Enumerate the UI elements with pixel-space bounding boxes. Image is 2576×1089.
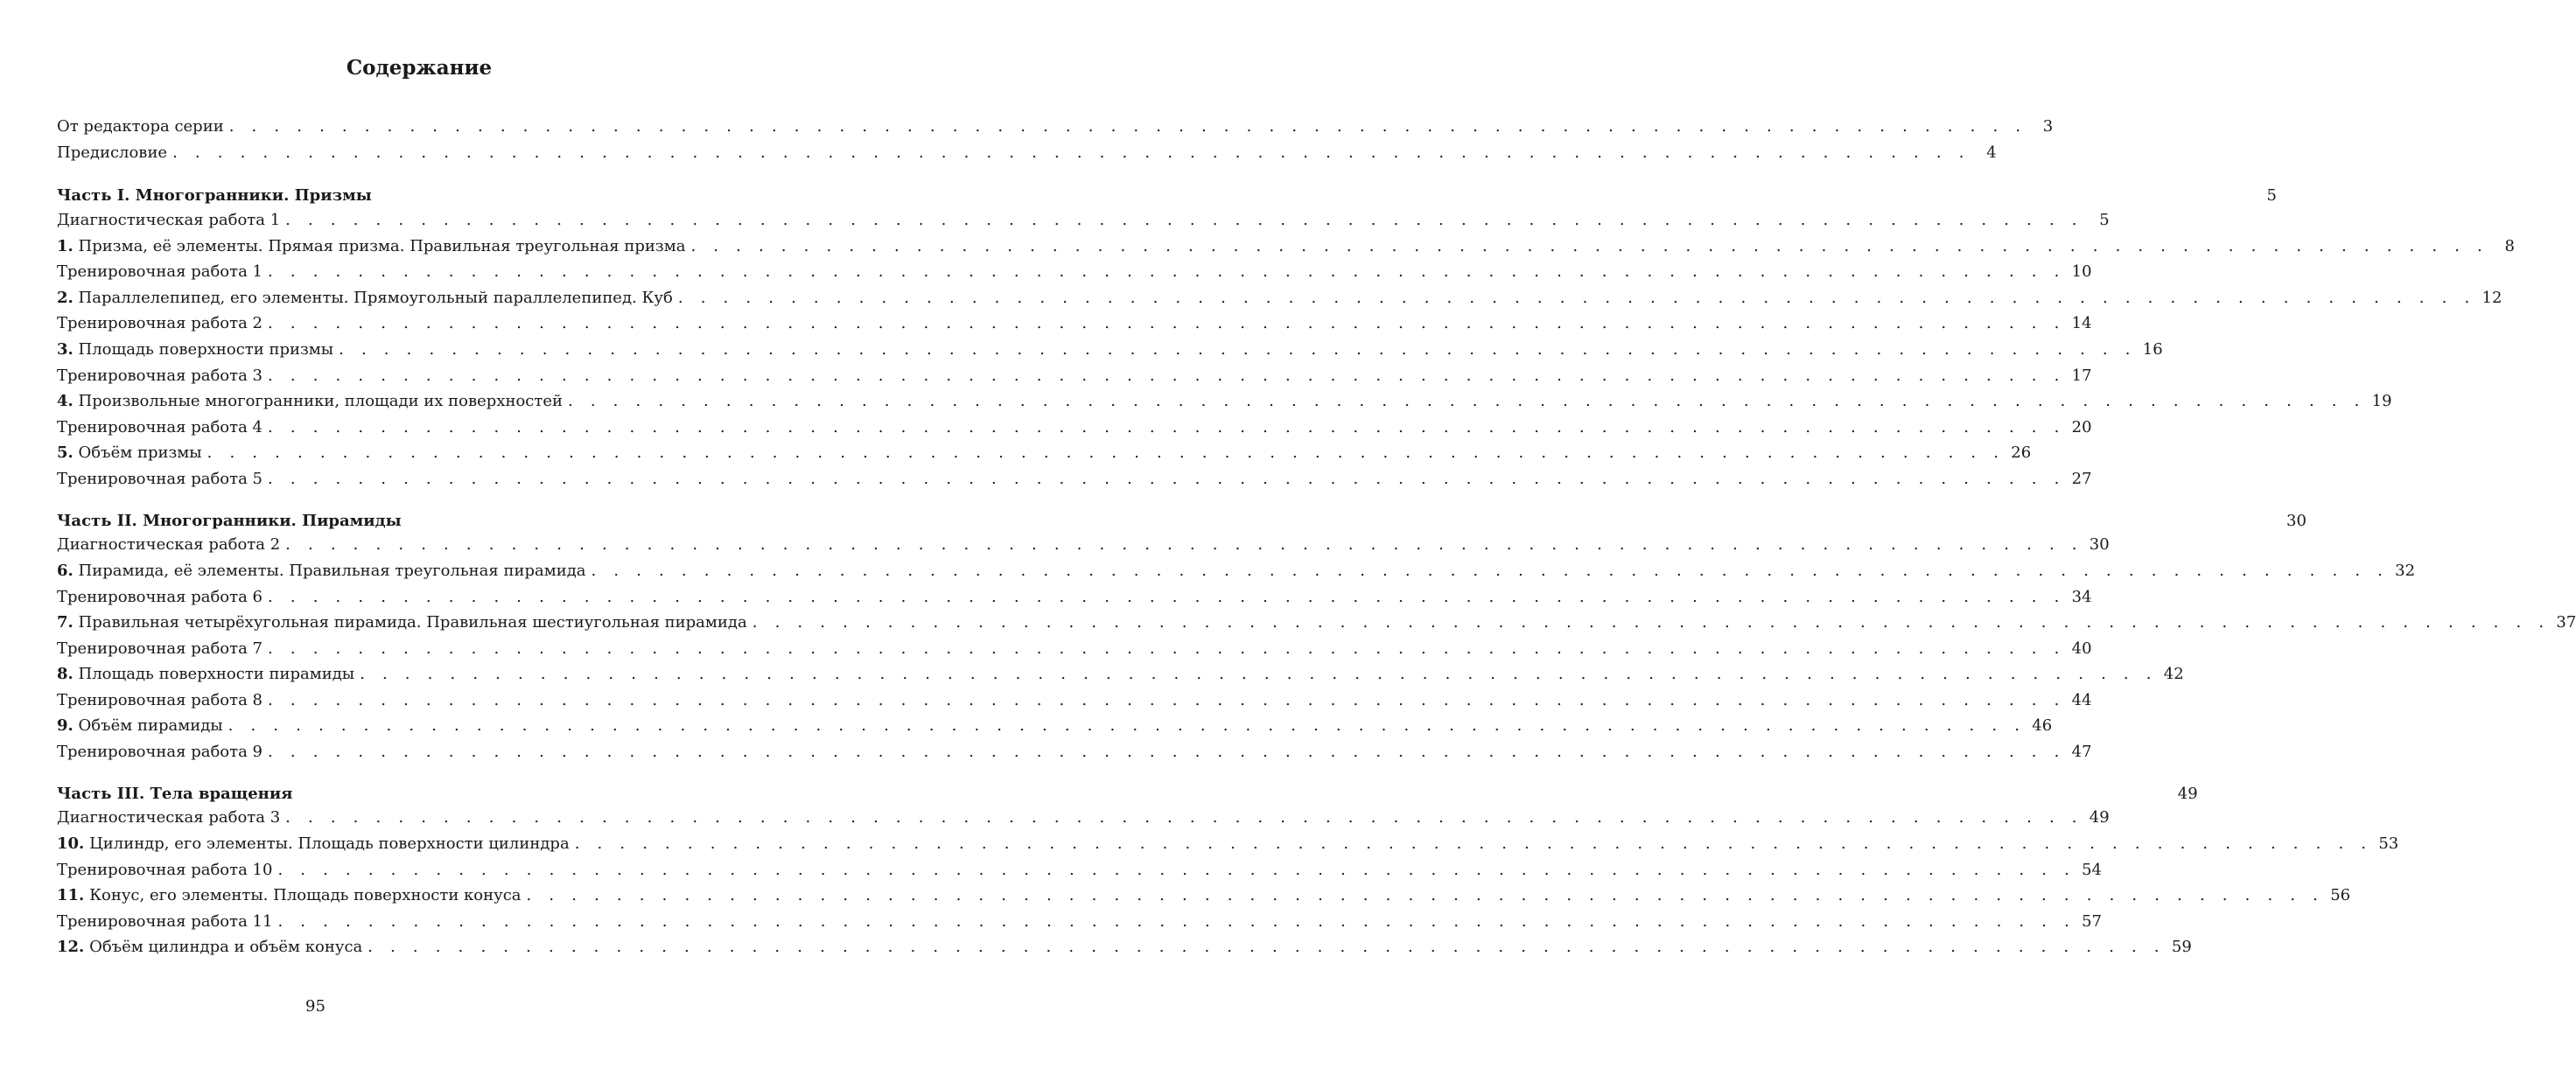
toc-entry-number: 11. bbox=[57, 886, 85, 905]
dot-leader: . . . . . . . . . . . . . . . . . . . . . . . . . . . . . . . . . . . . . . . . . . . . . . . . . . . . . . . . . . . . . . . . . . . . . . . . . . . . . . . . bbox=[268, 366, 2066, 385]
toc-page-number: 47 bbox=[2071, 743, 2092, 762]
toc-entry-text: Часть III. Тела вращения bbox=[57, 784, 293, 803]
toc-entry-label bbox=[57, 388, 563, 415]
toc-entry-label bbox=[57, 207, 280, 234]
toc-entry-text: Тренировочная работа 10 bbox=[57, 860, 273, 879]
toc-work-entry[interactable] bbox=[57, 688, 2092, 714]
dot-leader: . . . . . . . . . . . . . . . . . . . . . . . . . . . . . . . . . . . . . . . . . . . . . . . . . . . . . . . . . . . . . . . . . . . . . . . . . . . . . . . . bbox=[526, 886, 2325, 905]
dot-leader: . . . . . . . . . . . . . . . . . . . . . . . . . . . . . . . . . . . . . . . . . . . . . . . . . . . . . . . . . . . . . . . . . . . . . . . . . . . . . . . . bbox=[268, 417, 2066, 436]
toc-work-entry[interactable] bbox=[57, 805, 2110, 831]
toc-work-entry[interactable] bbox=[57, 415, 2092, 441]
toc-entry-text: Диагностическая работа 3 bbox=[57, 808, 281, 827]
toc-entry-text: Цилиндр, его элементы. Площадь поверхности цилиндра bbox=[89, 834, 570, 854]
toc-entry-label bbox=[57, 713, 223, 739]
toc-part-heading[interactable] bbox=[57, 783, 2198, 806]
dot-leader: . . . . . . . . . . . . . . . . . . . . . . . . . . . . . . . . . . . . . . . . . . . . . . . . . . . . . . . . . . . . . . . . . . . . . . . . . . . . . . . . bbox=[228, 117, 2027, 136]
toc-page-number: 37 bbox=[2556, 613, 2576, 632]
dot-leader: . . . . . . . . . . . . . . . . . . . . . . . . . . . . . . . . . . . . . . . . . . . . . . . . . . . . . . . . . . . . . . . . . . . . . . . . . . . . . . . . bbox=[268, 690, 2066, 709]
dot-leader: . . . . . . . . . . . . . . . . . . . . . . . . . . . . . . . . . . . . . . . . . . . . . . . . . . . . . . . . . . . . . . . . . . . . . . . . . . . . . . . . bbox=[752, 613, 2551, 632]
toc-entry-text: Пирамида, её элементы. Правильная треугольная пирамида bbox=[78, 561, 586, 580]
toc-entry-text: Произвольные многогранники, площади их поверхностей bbox=[78, 392, 563, 411]
toc-page-number: 44 bbox=[2071, 690, 2092, 709]
toc-entry-label bbox=[57, 783, 292, 806]
dot-leader: . . . . . . . . . . . . . . . . . . . . . . . . . . . . . . . . . . . . . . . . . . . . . . . . . . . . . . . . . . . . . . . . . . . . . . . . . . . . . . . . bbox=[339, 339, 2137, 359]
dot-leader: . . . . . . . . . . . . . . . . . . . . . . . . . . . . . . . . . . . . . . . . . . . . . . . . . . . . . . . . . . . . . . . . . . . . . . . . . . . . . . . . bbox=[172, 143, 1970, 162]
toc-entry-text: Диагностическая работа 2 bbox=[57, 535, 281, 555]
toc-page-number: 10 bbox=[2071, 262, 2092, 282]
toc-entry-label bbox=[57, 532, 280, 558]
toc-chapter-entry[interactable] bbox=[57, 337, 2163, 363]
toc-entry-text: Тренировочная работа 5 bbox=[57, 469, 263, 488]
toc-page-number: 32 bbox=[2395, 561, 2416, 580]
toc-entry-label bbox=[57, 415, 262, 441]
toc-entry-label bbox=[57, 661, 354, 688]
toc-entry-text: Предисловие bbox=[57, 143, 168, 162]
toc-chapter-entry[interactable] bbox=[57, 713, 2053, 739]
dot-leader: . . . . . . . . . . . . . . . . . . . . . . . . . . . . . . . . . . . . . . . . . . . . . . . . . . . . . . . . . . . . . . . . . . . . . . . . . . . . . . . . bbox=[277, 860, 2076, 879]
toc-work-entry[interactable] bbox=[57, 636, 2092, 662]
dot-leader: . . . . . . . . . . . . . . . . . . . . . . . . . . . . . . . . . . . . . . . . . . . . . . . . . . . . . . . . . . . . . . . . . . . . . . . . . . . . . . . . bbox=[568, 392, 2366, 411]
toc-page-number: 30 bbox=[2286, 511, 2306, 530]
toc-entry-text: Тренировочная работа 1 bbox=[57, 262, 263, 282]
table-of-contents bbox=[57, 114, 2576, 960]
toc-chapter-entry[interactable] bbox=[57, 883, 2351, 909]
toc-entry-text: Правильная четырёхугольная пирамида. Правильная шестиугольная пирамида bbox=[78, 613, 747, 632]
toc-entry-number: 12. bbox=[57, 938, 85, 957]
dot-leader: . . . . . . . . . . . . . . . . . . . . . . . . . . . . . . . . . . . . . . . . . . . . . . . . . . . . . . . . . . . . . . . . . . . . . . . . . . . . . . . . bbox=[677, 288, 2476, 307]
dot-leader: . . . . . . . . . . . . . . . . . . . . . . . . . . . . . . . . . . . . . . . . . . . . . . . . . . . . . . . . . . . . . . . . . . . . . . . . . . . . . . . . bbox=[268, 314, 2066, 333]
toc-entry-label bbox=[57, 688, 262, 714]
toc-entry-label bbox=[57, 114, 224, 140]
toc-entry-label bbox=[57, 185, 372, 207]
toc-entry-number: 4. bbox=[57, 392, 74, 411]
toc-entry-label bbox=[57, 584, 262, 611]
section-gap bbox=[57, 765, 780, 783]
toc-page-number: 27 bbox=[2071, 469, 2092, 488]
toc-entry-text: Часть I. Многогранники. Призмы bbox=[57, 186, 372, 206]
toc-entry-label bbox=[57, 466, 262, 492]
toc-entry-number: 6. bbox=[57, 561, 74, 580]
toc-page-number: 4 bbox=[1986, 143, 1997, 162]
toc-page-number: 53 bbox=[2378, 834, 2399, 854]
toc-chapter-entry[interactable] bbox=[57, 934, 2192, 960]
toc-page-number: 34 bbox=[2071, 587, 2092, 606]
toc-chapter-entry[interactable] bbox=[57, 831, 2399, 857]
toc-entry-label bbox=[57, 558, 586, 584]
toc-entry-number: 10. bbox=[57, 834, 85, 854]
dot-leader: . . . . . . . . . . . . . . . . . . . . . . . . . . . . . . . . . . . . . . . . . . . . . . . . . . . . . . . . . . . . . . . . . . . . . . . . . . . . . . . . bbox=[368, 938, 2166, 957]
dot-leader: . . . . . . . . . . . . . . . . . . . . . . . . . . . . . . . . . . . . . . . . . . . . . . . . . . . . . . . . . . . . . . . . . . . . . . . . . . . . . . . . bbox=[574, 834, 2373, 854]
dot-leader: . . . . . . . . . . . . . . . . . . . . . . . . . . . . . . . . . . . . . . . . . . . . . . . . . . . . . . . . . . . . . . . . . . . . . . . . . . . . . . . . bbox=[268, 639, 2066, 658]
toc-work-entry[interactable] bbox=[57, 207, 2110, 234]
toc-entry-label bbox=[57, 363, 262, 389]
toc-chapter-entry[interactable] bbox=[57, 388, 2392, 415]
toc-page-number: 19 bbox=[2371, 392, 2392, 411]
toc-page-number: 49 bbox=[2177, 784, 2198, 803]
toc-chapter-entry[interactable] bbox=[57, 610, 2576, 636]
section-gap bbox=[57, 165, 780, 185]
toc-entry-text: Площадь поверхности пирамиды bbox=[78, 665, 355, 684]
dot-leader: . . . . . . . . . . . . . . . . . . . . . . . . . . . . . . . . . . . . . . . . . . . . . . . . . . . . . . . . . . . . . . . . . . . . . . . . . . . . . . . . bbox=[277, 911, 2076, 931]
toc-entry-text: Конус, его элементы. Площадь поверхности конуса bbox=[89, 886, 522, 905]
toc-page-number: 5 bbox=[2266, 186, 2277, 206]
toc-entry-text: Тренировочная работа 4 bbox=[57, 417, 263, 436]
toc-entry-label bbox=[57, 805, 280, 831]
dot-leader: . . . . . . . . . . . . . . . . . . . . . . . . . . . . . . . . . . . . . . . . . . . . . . . . . . . . . . . . . . . . . . . . . . . . . . . . . . . . . . . . bbox=[268, 469, 2066, 488]
toc-page-number: 56 bbox=[2330, 886, 2351, 905]
toc-entry-label bbox=[57, 311, 262, 337]
section-gap bbox=[57, 492, 780, 510]
toc-page-number: 8 bbox=[2504, 236, 2515, 255]
toc-entry-label bbox=[57, 610, 747, 636]
toc-page-number: 3 bbox=[2042, 117, 2054, 136]
toc-work-entry[interactable] bbox=[57, 584, 2092, 611]
toc-work-entry[interactable] bbox=[57, 532, 2110, 558]
toc-work-entry[interactable] bbox=[57, 466, 2092, 492]
toc-entry-text: Площадь поверхности призмы bbox=[78, 339, 334, 359]
toc-entry-text: Тренировочная работа 2 bbox=[57, 314, 263, 333]
toc-page-number: 30 bbox=[2089, 535, 2110, 555]
toc-page-number: 20 bbox=[2071, 417, 2092, 436]
toc-page-number: 16 bbox=[2142, 339, 2163, 359]
toc-entry-label bbox=[57, 510, 402, 533]
toc-chapter-entry[interactable] bbox=[57, 440, 2032, 466]
toc-chapter-entry[interactable] bbox=[57, 285, 2502, 311]
toc-entry-label bbox=[57, 259, 262, 285]
toc-page-number: 17 bbox=[2071, 366, 2092, 385]
toc-entry-text: Тренировочная работа 7 bbox=[57, 639, 263, 658]
toc-work-entry[interactable] bbox=[57, 857, 2103, 883]
toc-entry-label bbox=[57, 140, 167, 166]
toc-entry-text: Тренировочная работа 6 bbox=[57, 587, 263, 606]
toc-entry-text: Объём цилиндра и объём конуса bbox=[89, 938, 363, 957]
toc-entry-number: 2. bbox=[57, 288, 74, 307]
toc-work-entry[interactable] bbox=[57, 259, 2092, 285]
toc-page-number: 46 bbox=[2032, 716, 2053, 736]
toc-chapter-entry[interactable] bbox=[57, 234, 2515, 260]
toc-entry-text: Объём призмы bbox=[78, 443, 202, 463]
toc-entry[interactable] bbox=[57, 114, 2054, 140]
dot-leader: . . . . . . . . . . . . . . . . . . . . . . . . . . . . . . . . . . . . . . . . . . . . . . . . . . . . . . . . . . . . . . . . . . . . . . . . . . . . . . . . bbox=[285, 808, 2083, 827]
toc-entry-label bbox=[57, 636, 262, 662]
toc-work-entry[interactable] bbox=[57, 363, 2092, 389]
toc-entry[interactable] bbox=[57, 140, 1997, 166]
toc-work-entry[interactable] bbox=[57, 311, 2092, 337]
dot-leader: . . . . . . . . . . . . . . . . . . . . . . . . . . . . . . . . . . . . . . . . . . . . . . . . . . . . . . . . . . . . . . . . . . . . . . . . . . . . . . . . bbox=[591, 561, 2390, 580]
toc-entry-number: 8. bbox=[57, 665, 74, 684]
toc-work-entry[interactable] bbox=[57, 739, 2092, 765]
toc-page-number: 42 bbox=[2163, 665, 2184, 684]
toc-entry-label bbox=[57, 337, 333, 363]
toc-entry-label bbox=[57, 934, 362, 960]
dot-leader: . . . . . . . . . . . . . . . . . . . . . . . . . . . . . . . . . . . . . . . . . . . . . . . . . . . . . . . . . . . . . . . . . . . . . . . . . . . . . . . . bbox=[206, 443, 2006, 463]
toc-entry-text: Часть II. Многогранники. Пирамиды bbox=[57, 511, 402, 530]
page-number: 95 bbox=[305, 997, 326, 1016]
toc-entry-number: 7. bbox=[57, 613, 74, 632]
toc-entry-text: Призма, её элементы. Прямая призма. Правильная треугольная призма bbox=[78, 236, 686, 255]
toc-page-number: 12 bbox=[2482, 288, 2502, 307]
toc-page-number: 14 bbox=[2071, 314, 2092, 333]
toc-page-number: 5 bbox=[2099, 210, 2110, 229]
toc-entry-text: Тренировочная работа 9 bbox=[57, 743, 263, 762]
toc-entry-label bbox=[57, 831, 570, 857]
dot-leader: . . . . . . . . . . . . . . . . . . . . . . . . . . . . . . . . . . . . . . . . . . . . . . . . . . . . . . . . . . . . . . . . . . . . . . . . . . . . . . . . bbox=[268, 743, 2066, 762]
toc-entry-label bbox=[57, 234, 685, 260]
toc-entry-text: Диагностическая работа 1 bbox=[57, 210, 281, 229]
toc-entry-number: 1. bbox=[57, 236, 74, 255]
toc-entry-label bbox=[57, 440, 202, 466]
toc-chapter-entry[interactable] bbox=[57, 661, 2184, 688]
toc-entry-text: Объём пирамиды bbox=[78, 716, 223, 736]
toc-entry-label bbox=[57, 909, 272, 935]
toc-entry-label bbox=[57, 857, 272, 883]
dot-leader: . . . . . . . . . . . . . . . . . . . . . . . . . . . . . . . . . . . . . . . . . . . . . . . . . . . . . . . . . . . . . . . . . . . . . . . . . . . . . . . . bbox=[360, 665, 2158, 684]
dot-leader: . . . . . . . . . . . . . . . . . . . . . . . . . . . . . . . . . . . . . . . . . . . . . . . . . . . . . . . . . . . . . . . . . . . . . . . . . . . . . . . . bbox=[268, 587, 2066, 606]
toc-entry-number: 3. bbox=[57, 339, 74, 359]
dot-leader: . . . . . . . . . . . . . . . . . . . . . . . . . . . . . . . . . . . . . . . . . . . . . . . . . . . . . . . . . . . . . . . . . . . . . . . . . . . . . . . . bbox=[228, 716, 2026, 736]
toc-chapter-entry[interactable] bbox=[57, 558, 2416, 584]
toc-entry-text: Тренировочная работа 8 bbox=[57, 690, 263, 709]
toc-entry-text: Тренировочная работа 11 bbox=[57, 911, 273, 931]
toc-entry-label bbox=[57, 285, 673, 311]
toc-entry-text: От редактора серии bbox=[57, 117, 224, 136]
dot-leader: . . . . . . . . . . . . . . . . . . . . . . . . . . . . . . . . . . . . . . . . . . . . . . . . . . . . . . . . . . . . . . . . . . . . . . . . . . . . . . . . bbox=[285, 535, 2083, 555]
toc-entry-text: Параллелепипед, его элементы. Прямоугольный параллелепипед. Куб bbox=[78, 288, 673, 307]
toc-page-number: 49 bbox=[2089, 808, 2110, 827]
dot-leader: . . . . . . . . . . . . . . . . . . . . . . . . . . . . . . . . . . . . . . . . . . . . . . . . . . . . . . . . . . . . . . . . . . . . . . . . . . . . . . . . bbox=[690, 236, 2488, 255]
toc-entry-label bbox=[57, 883, 522, 909]
toc-entry-text: Тренировочная работа 3 bbox=[57, 366, 263, 385]
toc-work-entry[interactable] bbox=[57, 909, 2103, 935]
toc-entry-label bbox=[57, 739, 262, 765]
page-title: Содержание bbox=[346, 56, 493, 80]
toc-page-number: 40 bbox=[2071, 639, 2092, 658]
toc-page-number: 57 bbox=[2082, 911, 2103, 931]
dot-leader: . . . . . . . . . . . . . . . . . . . . . . . . . . . . . . . . . . . . . . . . . . . . . . . . . . . . . . . . . . . . . . . . . . . . . . . . . . . . . . . . bbox=[285, 210, 2083, 229]
toc-page-number: 59 bbox=[2171, 938, 2192, 957]
toc-page-number: 54 bbox=[2082, 860, 2103, 879]
toc-entry-number: 9. bbox=[57, 716, 74, 736]
toc-part-heading[interactable] bbox=[57, 185, 2277, 207]
toc-page-number: 26 bbox=[2011, 443, 2032, 463]
toc-entry-number: 5. bbox=[57, 443, 74, 463]
dot-leader: . . . . . . . . . . . . . . . . . . . . . . . . . . . . . . . . . . . . . . . . . . . . . . . . . . . . . . . . . . . . . . . . . . . . . . . . . . . . . . . . bbox=[268, 262, 2066, 282]
toc-part-heading[interactable] bbox=[57, 510, 2306, 533]
